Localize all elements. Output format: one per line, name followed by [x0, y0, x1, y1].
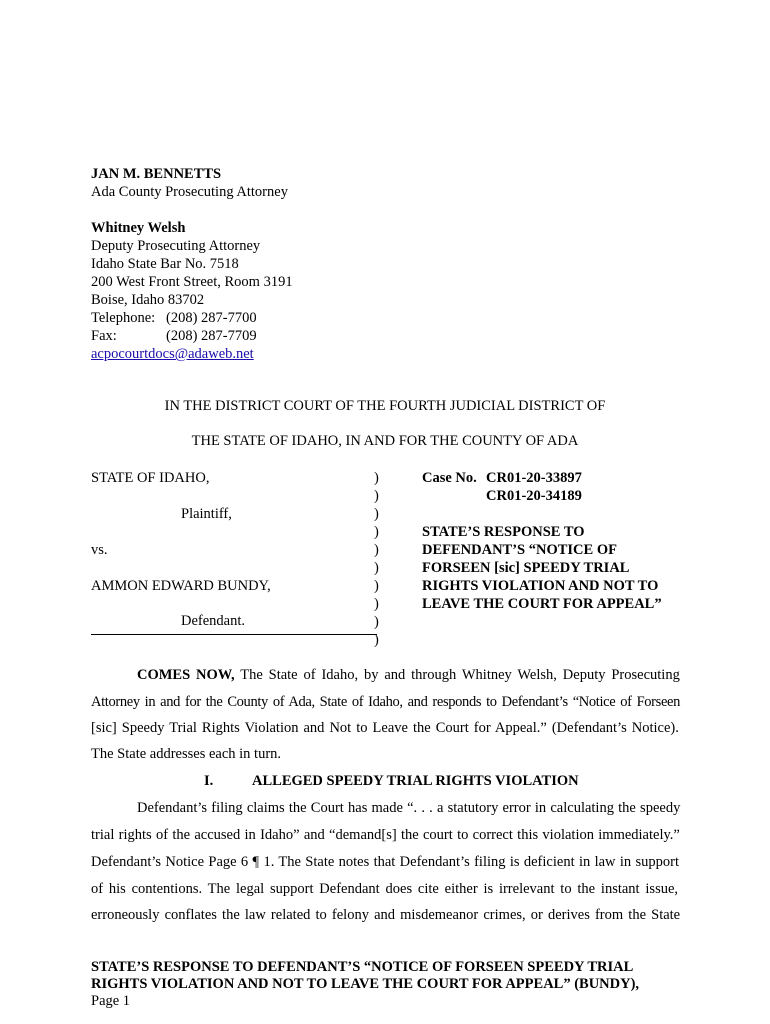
- caption-paren: ): [374, 506, 379, 522]
- plaintiff-label: Plaintiff,: [181, 506, 232, 522]
- section-title: ALLEGED SPEEDY TRIAL RIGHTS VIOLATION: [252, 773, 579, 789]
- case-number-line-1: [422, 469, 582, 487]
- page-number: Page 1: [91, 993, 131, 1009]
- case-number-label: Case No.: [422, 470, 477, 486]
- footer-title-line-1: STATE’S RESPONSE TO DEFENDANT’S “NOTICE OF FORSEEN SPEEDY TRIAL: [91, 959, 634, 975]
- deputy-title: Deputy Prosecuting Attorney: [91, 238, 261, 254]
- attorney-title: Ada County Prosecuting Attorney: [91, 184, 288, 200]
- bar-number: Idaho State Bar No. 7518: [91, 256, 239, 272]
- comes-now-label: COMES NOW,: [137, 667, 235, 683]
- document-title-line: LEAVE THE COURT FOR APPEAL”: [422, 596, 662, 612]
- attorney-name: JAN M. BENNETTS: [91, 166, 222, 182]
- case-number-2: CR01-20-34189: [486, 488, 582, 504]
- caption-paren: ): [374, 578, 379, 594]
- telephone-line: [91, 309, 257, 327]
- fax-line: [91, 327, 257, 345]
- caption-paren: ): [374, 488, 379, 504]
- caption-paren: ): [374, 632, 379, 648]
- caption-paren: ): [374, 596, 379, 612]
- defendant-label: Defendant.: [181, 613, 246, 629]
- caption-paren: ): [374, 614, 379, 630]
- telephone-number: (208) 287-7700: [166, 310, 257, 326]
- footer-title-line-2: RIGHTS VIOLATION AND NOT TO LEAVE THE COURT FOR APPEAL” (BUNDY),: [91, 976, 640, 992]
- document-title-line: DEFENDANT’S “NOTICE OF: [422, 542, 617, 558]
- caption-paren: ): [374, 542, 379, 558]
- caption-rule: [91, 634, 377, 635]
- telephone-label: Telephone:: [91, 310, 156, 326]
- plaintiff-name: STATE OF IDAHO,: [91, 470, 210, 486]
- intro-line-3: [sic] Speedy Trial Rights Violation and Not to Leave the Court for Appeal.” (Defendant’s Notice).: [91, 720, 679, 736]
- document-title-line: FORSEEN [sic] SPEEDY TRIAL: [422, 560, 630, 576]
- court-heading-line-1: IN THE DISTRICT COURT OF THE FOURTH JUDICIAL DISTRICT OF: [164, 398, 606, 414]
- email-link[interactable]: acpocourtdocs@adaweb.net: [91, 346, 254, 362]
- paragraph-line-1: Defendant’s filing claims the Court has made “. . . a statutory error in calculating the speedy: [137, 800, 681, 816]
- defendant-name: AMMON EDWARD BUNDY,: [91, 578, 271, 594]
- court-heading-line-2: THE STATE OF IDAHO, IN AND FOR THE COUNTY OF ADA: [191, 433, 579, 449]
- intro-line-2: Attorney in and for the County of Ada, State of Idaho, and responds to Defendant’s “Notice of Forseen: [91, 694, 681, 710]
- intro-line-4: The State addresses each in turn.: [91, 746, 282, 762]
- address-line-1: 200 West Front Street, Room 3191: [91, 274, 293, 290]
- document-title-line: STATE’S RESPONSE TO: [422, 524, 585, 540]
- caption-paren: ): [374, 524, 379, 540]
- document-title-line: RIGHTS VIOLATION AND NOT TO: [422, 578, 659, 594]
- caption-paren: ): [374, 470, 379, 486]
- case-number-1: CR01-20-33897: [486, 470, 582, 486]
- deputy-name: Whitney Welsh: [91, 220, 186, 236]
- section-number: I.: [204, 773, 214, 789]
- address-line-2: Boise, Idaho 83702: [91, 292, 205, 308]
- fax-label: Fax:: [91, 328, 117, 344]
- intro-line-1-text: The State of Idaho, by and through Whitney Welsh, Deputy Prosecuting: [234, 667, 680, 683]
- paragraph-line-3: Defendant’s Notice Page 6 ¶ 1. The State notes that Defendant’s filing is deficient in law in support: [91, 854, 679, 870]
- fax-number: (208) 287-7709: [166, 328, 257, 344]
- paragraph-line-5: erroneously conflates the law related to felony and misdemeanor crimes, or derives from the State: [91, 907, 681, 923]
- paragraph-line-4: of his contentions. The legal support Defendant does cite either is irrelevant to the instant issue,: [91, 881, 679, 897]
- caption-paren: ): [374, 560, 379, 576]
- paragraph-line-2: trial rights of the accused in Idaho” and “demand[s] the court to correct this violation immediately.”: [91, 827, 680, 843]
- versus-label: vs.: [91, 542, 108, 558]
- intro-line-1: [137, 666, 680, 684]
